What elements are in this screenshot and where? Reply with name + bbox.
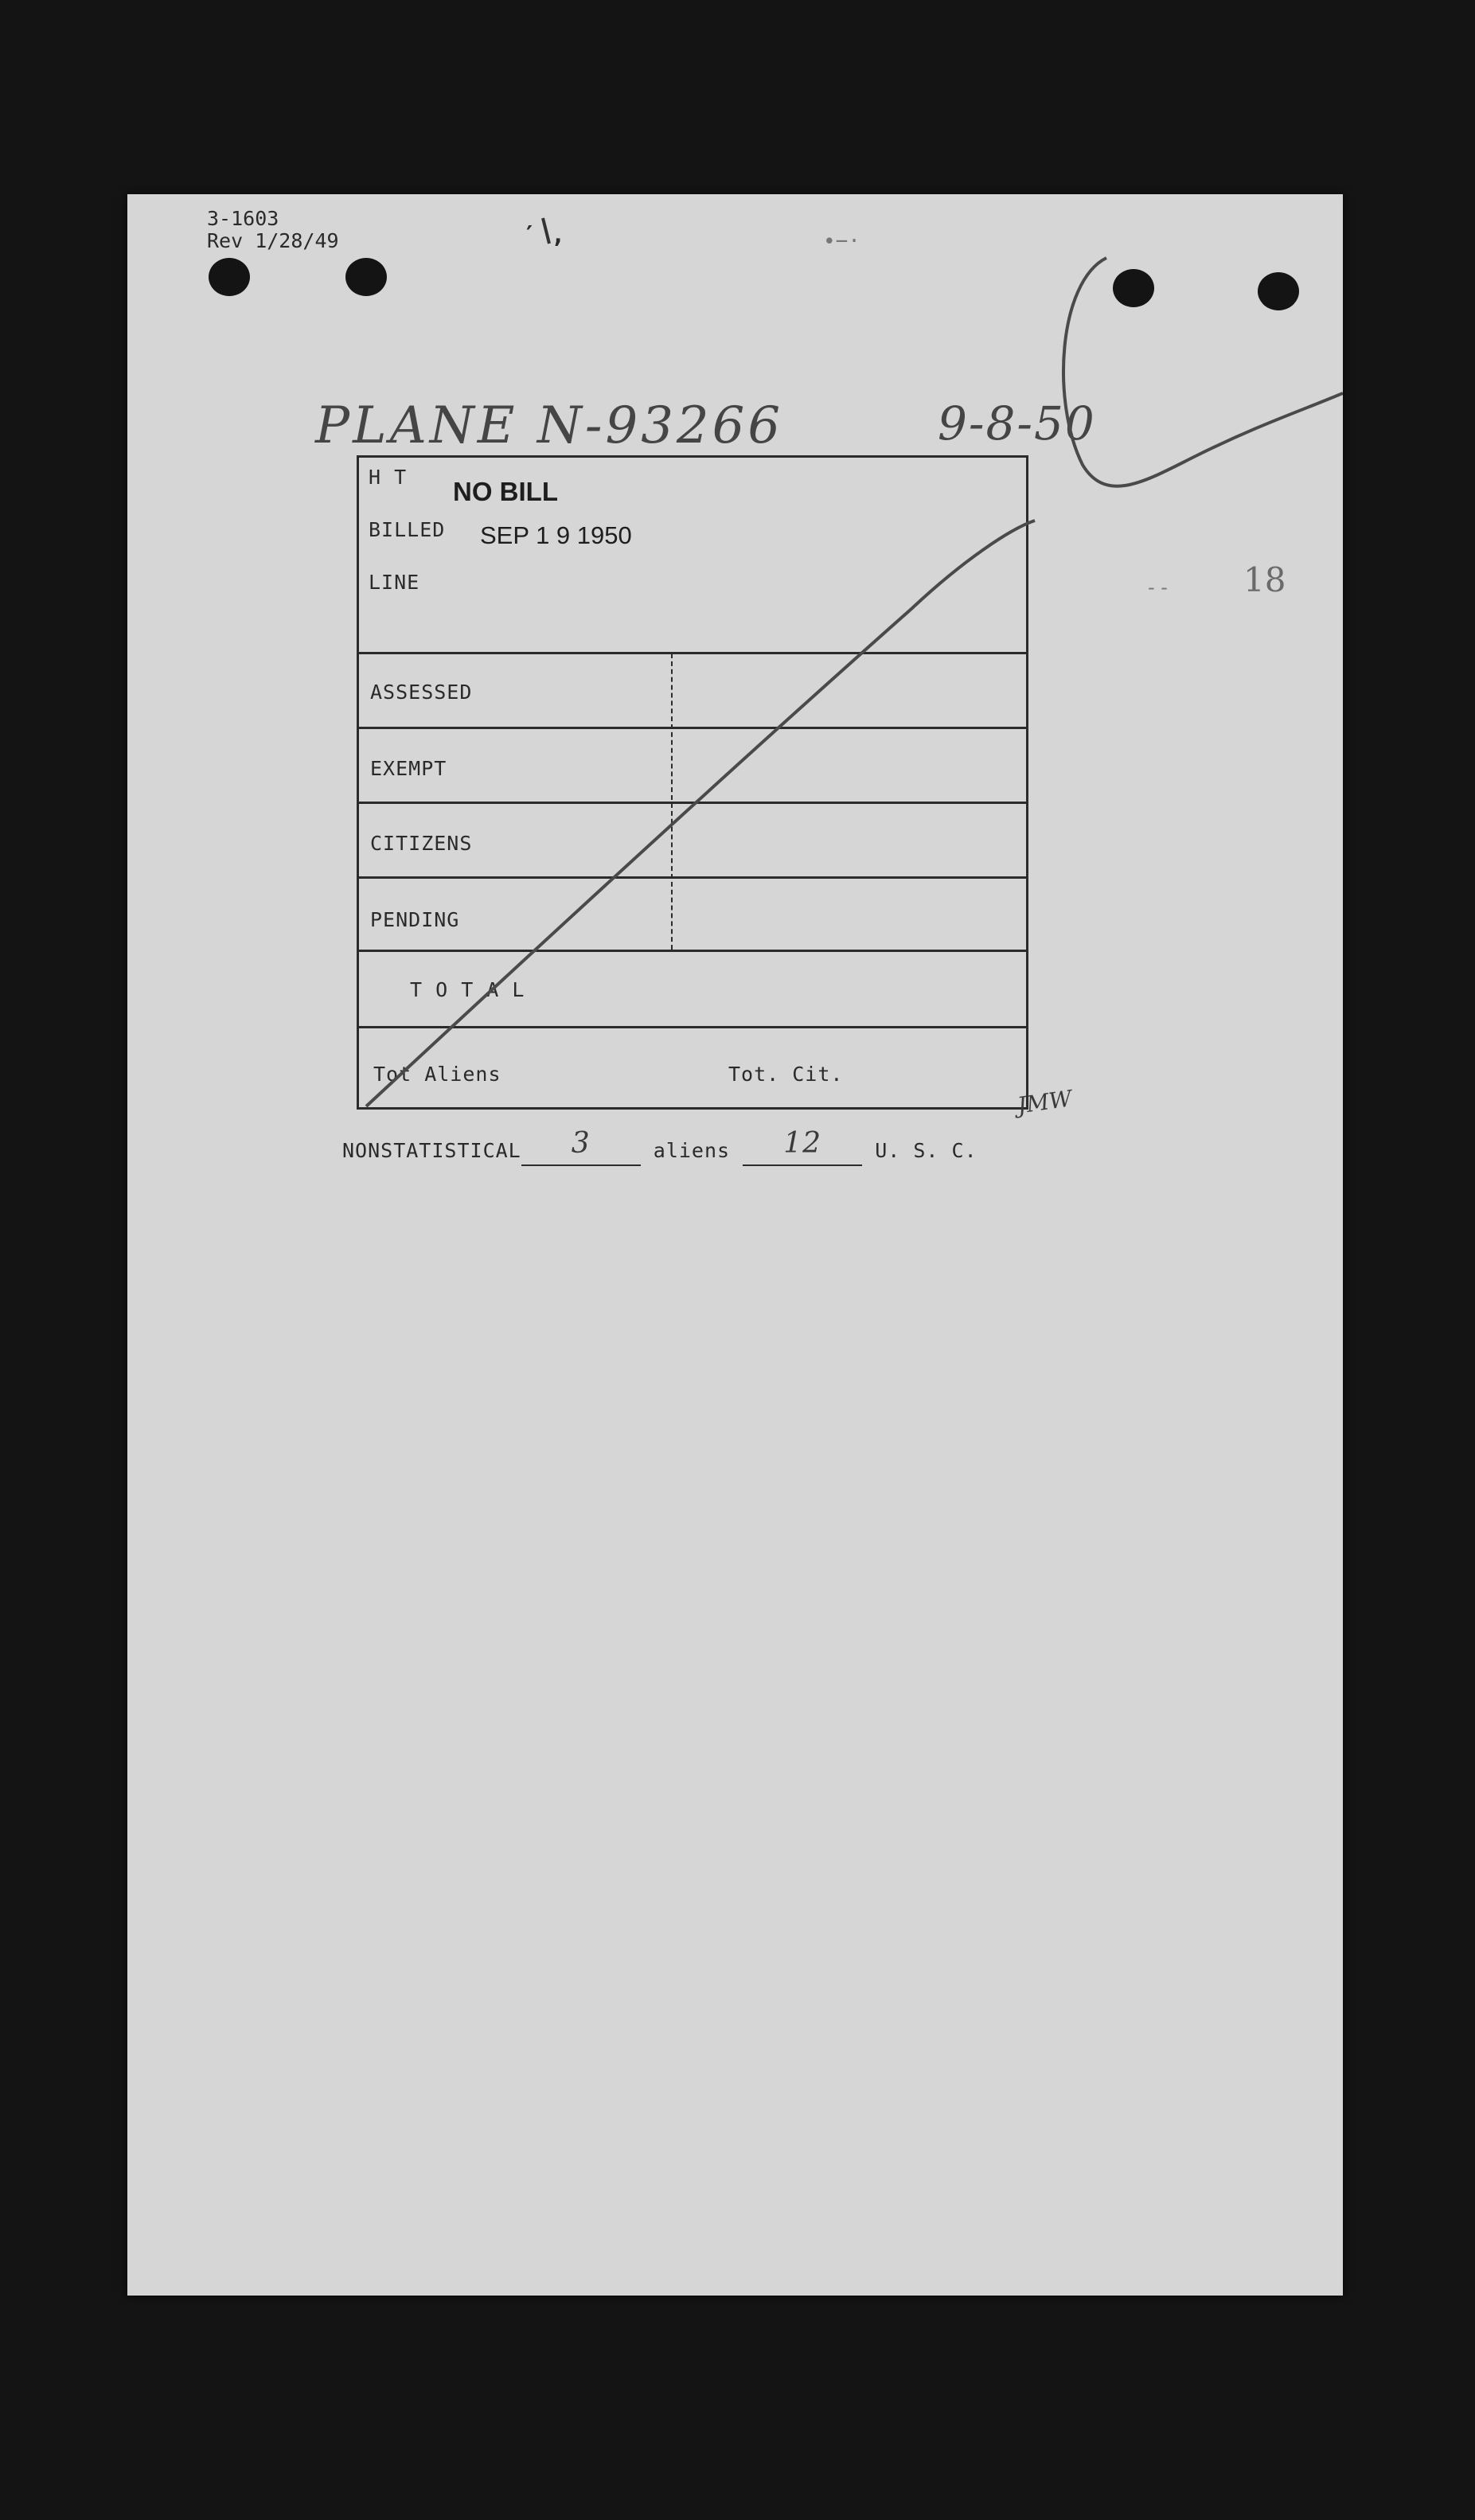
margin-curl-stroke: [1063, 258, 1343, 486]
aliens-count: 3: [571, 1127, 591, 1160]
handwritten-plane-id: PLANE N-93266: [315, 396, 784, 455]
form-revision: Rev 1/28/49: [207, 229, 339, 252]
side-dash: - -: [1148, 576, 1168, 599]
handwritten-initials: JMW: [1016, 1085, 1074, 1119]
top-mark-center: ∙−·: [823, 229, 860, 253]
no-bill-stamp: NO BILL: [453, 477, 558, 506]
side-number: 18: [1243, 560, 1286, 599]
small-mark-stroke: [543, 218, 549, 244]
line-label: LINE: [369, 571, 420, 594]
row-label-exempt: EXEMPT: [370, 757, 447, 780]
total-label: T O T A L: [410, 978, 525, 1001]
top-mark-left: ′ ,: [522, 221, 566, 249]
usc-count: 12: [783, 1127, 822, 1160]
pen-strokes: [127, 194, 1343, 2296]
usc-label: U. S. C.: [875, 1139, 977, 1162]
form-number: 3-1603: [207, 207, 279, 230]
row-label-pending: PENDING: [370, 908, 460, 931]
tot-aliens-label: Tot Aliens: [373, 1063, 501, 1086]
stamp-date: SEP 1 9 1950: [480, 521, 632, 549]
cancel-diagonal-stroke: [366, 521, 1035, 1106]
row-label-assessed: ASSESSED: [370, 681, 473, 704]
handwritten-date: 9-8-50: [938, 396, 1096, 451]
aliens-label: aliens: [653, 1139, 731, 1162]
billed-label: BILLED: [369, 518, 446, 541]
nonstatistical-label: NONSTATISTICAL: [342, 1139, 521, 1162]
row-label-citizens: CITIZENS: [370, 832, 473, 855]
ht-label: H T: [369, 466, 408, 489]
tot-cit-label: Tot. Cit.: [728, 1063, 844, 1086]
document-page: [127, 194, 1343, 2296]
